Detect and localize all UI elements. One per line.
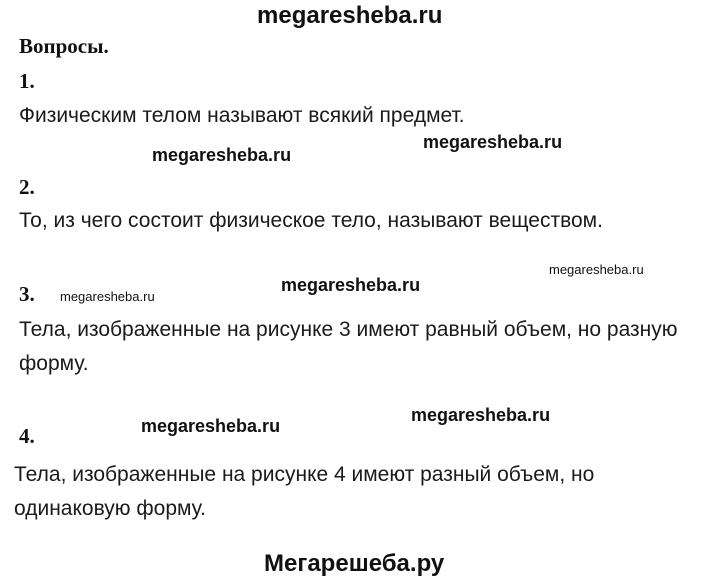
question-number-2: 2. — [19, 175, 35, 199]
answer-3-line-1: Тела, изображенные на рисунке 3 имеют равный объем, но разную — [19, 318, 678, 341]
watermark-mid-3-left: megaresheba.ru — [141, 416, 281, 436]
watermark-mid-2-center: megaresheba.ru — [281, 275, 421, 295]
answer-4-line-2: одинаковую форму. — [14, 497, 206, 520]
watermark-mid-1-left: megaresheba.ru — [152, 145, 292, 165]
watermark-mid-1-right: megaresheba.ru — [423, 132, 563, 152]
answer-4-line-1: Тела, изображенные на рисунке 4 имеют разный объем, но — [14, 463, 595, 486]
watermark-small-left: megaresheba.ru — [60, 289, 155, 304]
watermark-top: megaresheba.ru — [257, 2, 443, 29]
watermark-mid-3-right: megaresheba.ru — [411, 405, 551, 425]
answer-2-line-1: То, из чего состоит физическое тело, называют веществом. — [19, 209, 603, 232]
question-number-1: 1. — [19, 69, 35, 93]
watermark-small-right: megaresheba.ru — [549, 262, 644, 277]
question-number-4: 4. — [19, 424, 35, 448]
watermark-bottom: Мегарешеба.ру — [264, 550, 445, 577]
question-number-3: 3. — [19, 282, 35, 306]
answer-1-line-1: Физическим телом называют всякий предмет. — [19, 104, 465, 127]
answer-3-line-2: форму. — [19, 352, 89, 375]
section-title: Вопросы. — [19, 34, 109, 58]
